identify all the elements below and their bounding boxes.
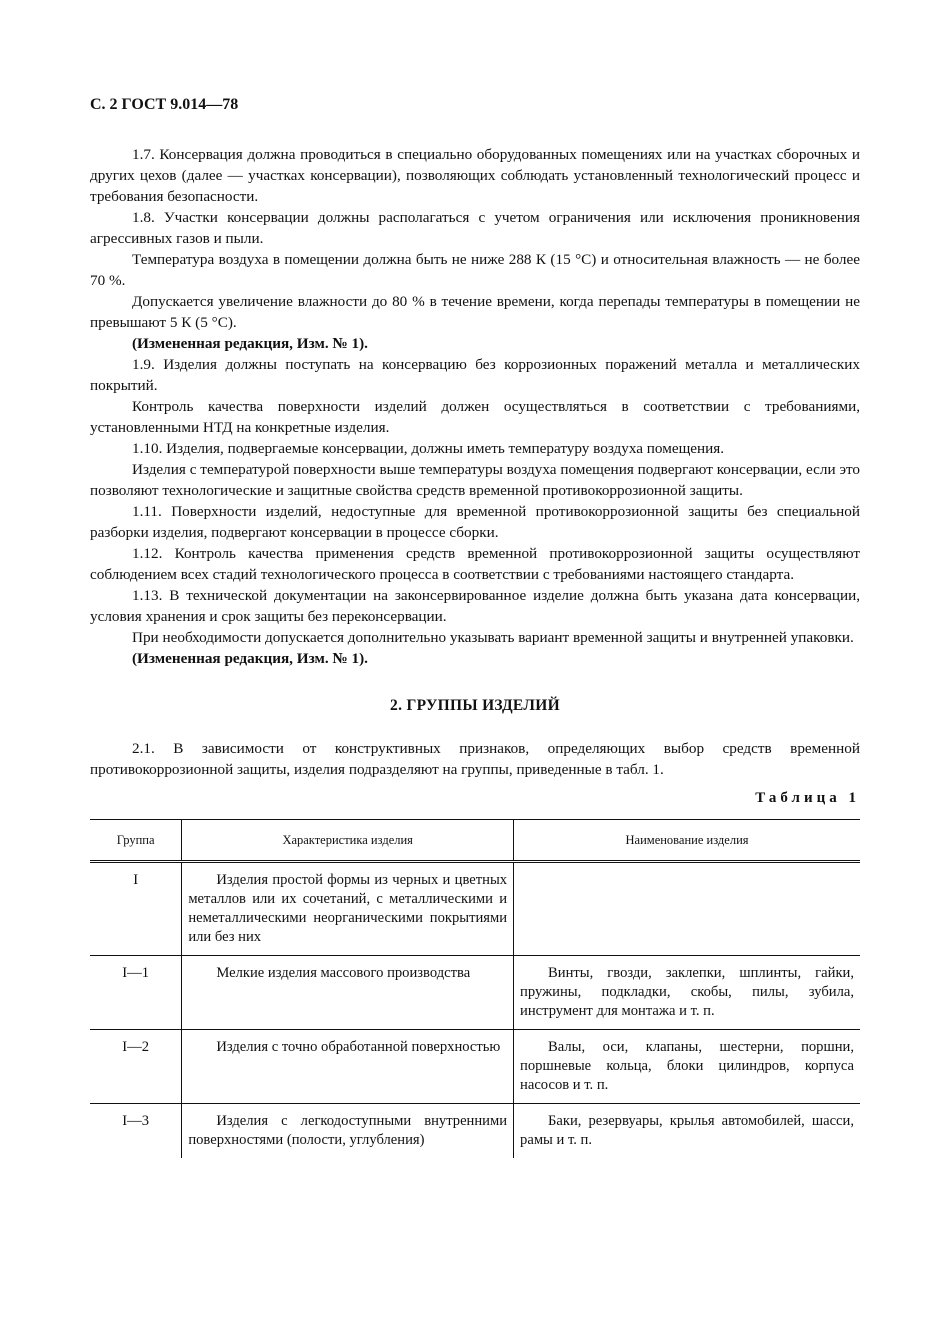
section-paragraph: 2.1. В зависимости от конструктивных признаков, определяющих выбор средств временной противокоррозионной защиты, изделия подразделяют на группы, приведенные в табл. 1.: [90, 740, 860, 778]
cell-group-id: I—3: [122, 1113, 150, 1129]
table-row: [90, 1104, 860, 1159]
section-1-paragraphs: [90, 144, 860, 669]
paragraph: Допускается увеличение влажности до 80 % в течение времени, когда перепады температуры в помещении не превышают 5 К (5 °С).: [90, 293, 860, 331]
header-characteristic: Характеристика изделия: [182, 820, 514, 862]
header-group: Группа: [90, 820, 182, 862]
cell-characteristic: Изделия простой формы из черных и цветных металлов или их сочетаний, с металлическими и неметаллическими неорганическими покрытиями или без них: [182, 862, 514, 956]
table-row: [90, 862, 860, 956]
paragraph: 1.10. Изделия, подвергаемые консервации, должны иметь температуру воздуха помещения.: [132, 440, 725, 457]
cell-group-id: I—2: [90, 1030, 182, 1104]
paragraph: (Измененная редакция, Изм. № 1).: [132, 335, 368, 352]
paragraph: При необходимости допускается дополнительно указывать вариант временной защиты и внутренней упаковки.: [132, 629, 854, 646]
table-body: [90, 862, 860, 1159]
cell-names: Баки, резервуары, крылья автомобилей, шасси, рамы и т. п.: [514, 1104, 860, 1159]
cell-names: [514, 862, 860, 956]
paragraph: 1.8. Участки консервации должны располагаться с учетом ограничения или исключения проникновения агрессивных газов и пыли.: [90, 209, 860, 247]
header-names: Наименование изделия: [514, 820, 860, 862]
cell-names: Винты, гвозди, заклепки, шплинты, гайки, пружины, подкладки, скобы, пилы, зубила, инструмент для монтажа и т. п.: [514, 956, 860, 1030]
table-caption: Таблица 1: [755, 790, 860, 806]
products-table: [90, 819, 860, 1158]
table-row: [90, 1030, 860, 1104]
table-row: [90, 956, 860, 1030]
document-body: [90, 144, 860, 1158]
paragraph: 1.9. Изделия должны поступать на консервацию без коррозионных поражений металла и металлических покрытий.: [90, 356, 860, 394]
paragraph: Контроль качества поверхности изделий должен осуществляться в соответствии с требованиями, установленными НТД на конкретные изделия.: [90, 398, 860, 436]
cell-characteristic: Изделия с легкодоступными внутренними поверхностями (полости, углубления): [182, 1104, 514, 1159]
cell-characteristic: Изделия с точно обработанной поверхностью: [182, 1030, 514, 1104]
paragraph: Температура воздуха в помещении должна быть не ниже 288 К (15 °С) и относительная влажность — не более 70 %.: [90, 251, 860, 289]
cell-characteristic: Мелкие изделия массового производства: [182, 956, 514, 1030]
cell-group-id: I: [90, 862, 182, 956]
section-title: 2. ГРУППЫ ИЗДЕЛИЙ: [390, 697, 560, 714]
paragraph: 1.11. Поверхности изделий, недоступные для временной противокоррозионной защиты без специальной разборки изделия, подвергают консервации в процессе сборки.: [90, 503, 860, 541]
paragraph: 1.12. Контроль качества применения средств временной противокоррозионной защиты осуществляют соблюдением всех стадий технологического процесса в соответствии с требованиями настоящего стандарта.: [90, 545, 860, 583]
page-header: С. 2 ГОСТ 9.014—78: [90, 96, 239, 113]
paragraph: 1.7. Консервация должна проводиться в специально оборудованных помещениях или на участках сборочных и других цехов (далее — участках консервации), позволяющих соблюдать установленный технологический процесс и требования безопасности.: [90, 146, 860, 205]
table-header-row: [90, 820, 860, 862]
paragraph: Изделия с температурой поверхности выше температуры воздуха помещения подвергают консервации, если это позволяют технологические и защитные свойства средств временной противокоррозионной защиты.: [90, 461, 860, 499]
paragraph: 1.13. В технической документации на законсервированное изделие должна быть указана дата консервации, условия хранения и срок защиты без переконсервации.: [90, 587, 860, 625]
cell-names: Валы, оси, клапаны, шестерни, поршни, поршневые кольца, блоки цилиндров, корпуса насосов и т. п.: [514, 1030, 860, 1104]
cell-group-id: I—1: [90, 956, 182, 1030]
paragraph: (Измененная редакция, Изм. № 1).: [132, 650, 368, 667]
